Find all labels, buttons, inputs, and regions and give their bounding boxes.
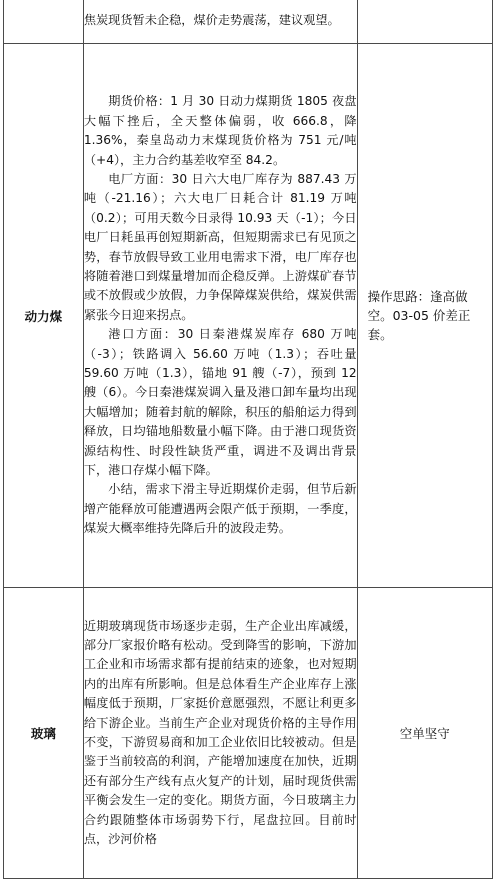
report-table: [3, 0, 493, 879]
analysis-paragraph: 港口方面：30 日秦港煤炭库存 680 万吨（-3）；铁路调入 56.60 万吨（1.3）；吞吐量 59.60 万吨（1.3），锚地 91 艘（-7），预到 12 艘（6）。今日秦港煤炭调入量及港口卸车量均出现大幅增加；随着封航的解除，积压的船舶运力得到释放，日均锚地船数量小幅下降。由于港口现货资源结构性、时段性缺货严重，调进不及调出背景下，港口存煤小幅下降。: [83, 327, 357, 478]
analysis-paragraph: 期货价格：1 月 30 日动力煤期货 1805 夜盘大幅下挫后，全天整体偏弱，收 666.8，降 1.36%，秦皇岛动力末煤现货价格为 751 元/吨（+4），主力合约基差收窄至 84.2。: [83, 94, 357, 167]
strategy-cell: 操作思路：逢高做空。03-05 价差正套。: [357, 44, 492, 588]
analysis-cell: [83, 44, 357, 588]
analysis-cell: [83, 0, 357, 44]
table-row-glass: [4, 588, 493, 879]
analysis-paragraph: 近期玻璃现货市场逐步走弱，生产企业出库减缓，部分厂家报价略有松动。受到降雪的影响，下游加工企业和市场需求都有提前结束的迹象，也对短期内的出库有所影响。但是总体看生产企业库存上涨幅度低于预期，厂家挺价意愿强烈，不愿让利更多给下游企业。当前生产企业对现货价格的主导作用不变，下游贸易商和加工企业依旧比较被动。但是鉴于当前较高的利润，产能增加速度在加快，近期还有部分生产线有点火复产的计划，届时现货供需平衡会发生一定的变化。期货方面，今日玻璃主力合约跟随整体市场弱势下行，尾盘拉回。目前时点，沙河价格: [83, 618, 357, 847]
table-row-thermal-coal: [4, 44, 493, 588]
analysis-paragraph: 焦炭现货暂未企稳，煤价走势震荡，建议观望。: [83, 13, 340, 28]
category-cell: 动力煤: [4, 44, 84, 588]
strategy-cell: [357, 0, 492, 44]
analysis-paragraph: 小结，需求下滑主导近期煤价走弱，但节后新增产能释放可能遭遇两会限产低于预期，一季度，煤炭大概率维持先降后升的波段走势。: [83, 482, 357, 536]
table-row-coke: [4, 0, 493, 44]
category-cell: 玻璃: [4, 588, 84, 879]
analysis-cell: [83, 588, 357, 879]
analysis-paragraph: 电厂方面：30 日六大电厂库存为 887.43 万吨（-21.16）；六大电厂日耗合计 81.19 万吨（0.2）；可用天数今日录得 10.93 天（-1）；今日电厂日耗虽再创短期新高，但短期需求已有见顶之势，春节放假导致工业用电需求下滑，电厂库存也将随着港口到煤量增加而企稳反弹。上游煤矿春节或不放假或少放假，力争保障煤炭供给，煤炭供需紧张今日迎来拐点。: [83, 171, 357, 322]
category-cell: [4, 0, 84, 44]
strategy-cell: 空单坚守: [357, 588, 492, 879]
